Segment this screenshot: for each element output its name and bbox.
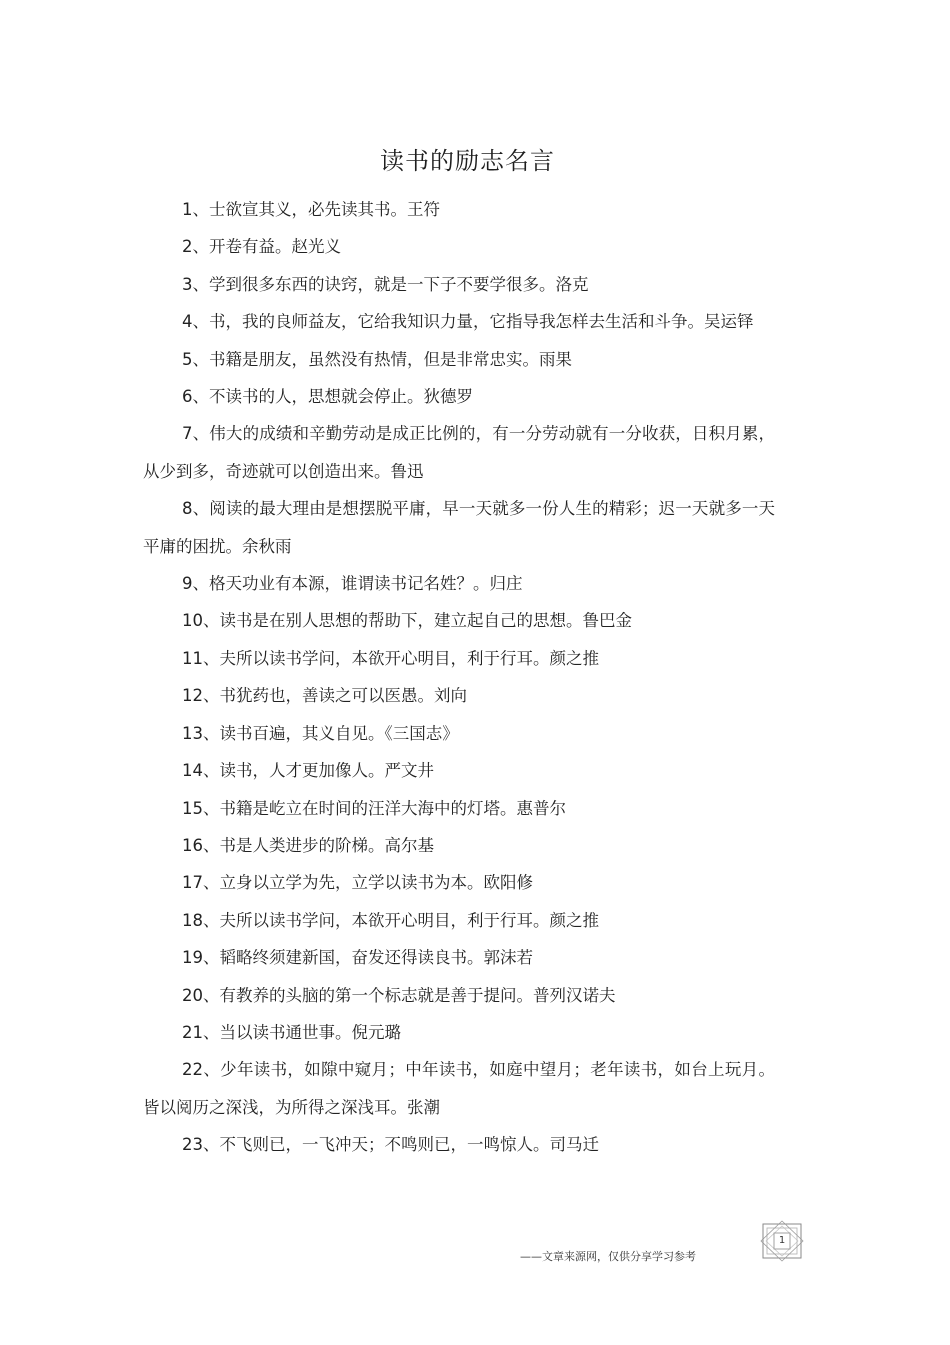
quote-item: 10、读书是在别人思想的帮助下，建立起自己的思想。鲁巴金 [182,611,632,631]
quote-item: 20、有教养的头脑的第一个标志就是善于提问。普列汉诺夫 [182,985,616,1005]
quote-item: 15、书籍是屹立在时间的汪洋大海中的灯塔。惠普尔 [182,798,566,818]
quote-item: 4、书，我的良师益友，它给我知识力量，它指导我怎样去生活和斗争。吴运铎 [182,312,754,332]
quote-item: 6、不读书的人，思想就会停止。狄德罗 [182,387,473,407]
quote-item: 12、书犹药也，善读之可以医愚。刘向 [182,686,467,706]
footer-source-note: ——文章来源网，仅供分享学习参考 [520,1250,696,1263]
quote-item: 16、书是人类进步的阶梯。高尔基 [182,835,434,855]
quote-item: 11、夫所以读书学问，本欲开心明目，利于行耳。颜之推 [182,648,599,668]
quote-item: 7、伟大的成绩和辛勤劳动是成正比例的，有一分劳动就有一分收获，日积月累，从少到多，奇迹就可以创造出来。鲁迅 [143,424,775,481]
page-number-badge [759,1220,805,1262]
quote-item: 5、书籍是朋友，虽然没有热情，但是非常忠实。雨果 [182,349,572,369]
quote-item: 13、读书百遍，其义自见。《三国志》 [182,723,459,743]
page-title: 读书的励志名言 [380,147,555,175]
quote-item: 9、格天功业有本源，谁谓读书记名姓？。归庄 [182,574,523,594]
quote-item: 14、读书，人才更加像人。严文井 [182,761,434,781]
quote-item: 3、学到很多东西的诀窍，就是一下子不要学很多。洛克 [182,274,589,294]
quote-item: 17、立身以立学为先，立学以读书为本。欧阳修 [182,873,533,893]
quote-list [143,191,775,1164]
quote-item: 23、不飞则已，一飞冲天；不鸣则已，一鸣惊人。司马迁 [182,1135,599,1155]
quote-item: 19、韬略终须建新国，奋发还得读良书。郭沫若 [182,948,533,968]
quote-item: 18、夫所以读书学问，本欲开心明目，利于行耳。颜之推 [182,910,599,930]
quote-item: 8、阅读的最大理由是想摆脱平庸，早一天就多一份人生的精彩；迟一天就多一天平庸的困扰。余秋雨 [143,499,775,556]
quote-item: 1、士欲宣其义，必先读其书。王符 [182,200,440,219]
quote-item: 22、少年读书，如隙中窥月；中年读书，如庭中望月；老年读书，如台上玩月。皆以阅历之深浅，为所得之深浅耳。张潮 [143,1060,775,1117]
quote-item: 21、当以读书通世事。倪元璐 [182,1022,401,1042]
page-number: 1 [778,1235,786,1246]
quote-item: 2、开卷有益。赵光义 [182,237,341,257]
